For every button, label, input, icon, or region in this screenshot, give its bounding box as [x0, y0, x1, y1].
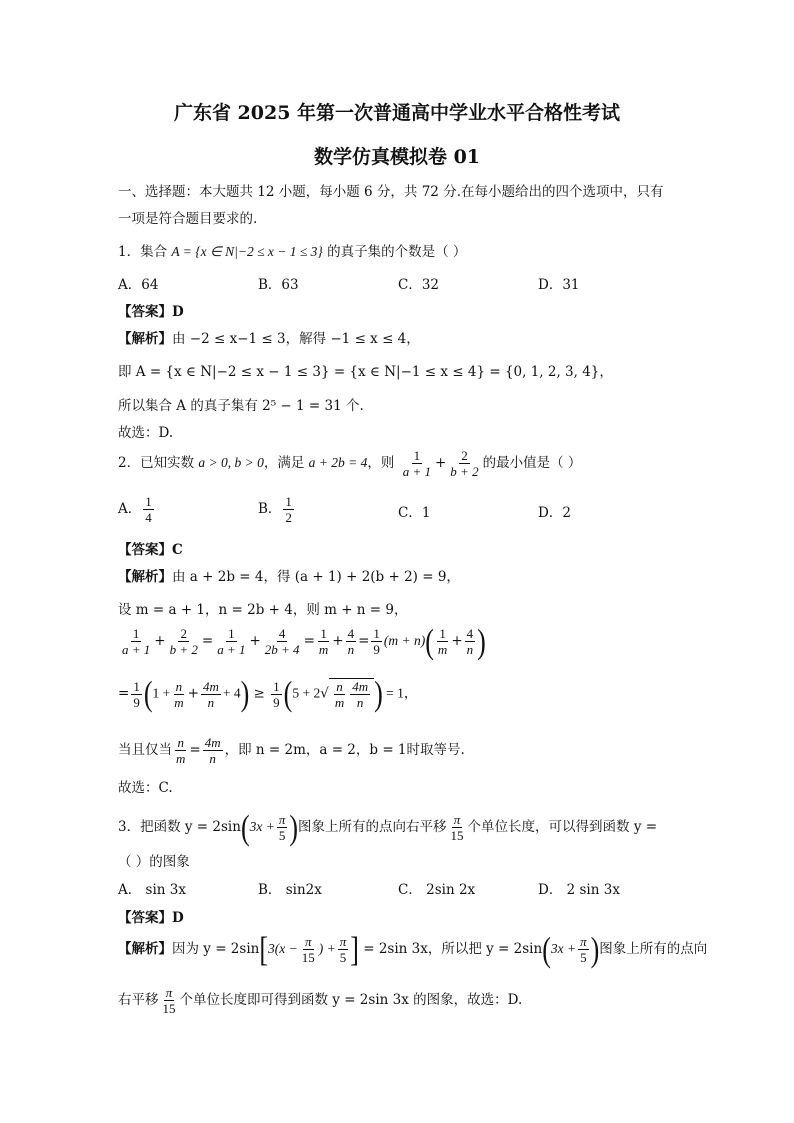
q1-solution-1-text: 由 −2 ≤ x−1 ≤ 3，解得 −1 ≤ x ≤ 4，	[172, 331, 420, 347]
q2-solution-5-prefix: 当且仅当	[118, 742, 172, 758]
q2-stem-suffix: 的最小值是（ ）	[482, 455, 582, 471]
q2-stem-then: ，则	[367, 455, 395, 471]
q2-option-a-num: 1	[145, 494, 152, 509]
q2-frac-2: $\frac{2}{b + 2}$	[450, 448, 479, 479]
q1-solution-3: 所以集合 A 的真子集有 2⁵ − 1 = 31 个.	[118, 398, 364, 414]
q2-solution-4: = $\frac{1}{9}$ (1 + $\frac{n}{m}$ + $\frac{4m}{n}$ + 4) ≥ $\frac{1}{9}$ (5 + 2√ $\frac{n}{m}$ $\frac{4m}{n}$ ) = 1，	[118, 673, 418, 713]
page-title: 广东省 2025 年第一次普通高中学业水平合格性考试	[173, 102, 621, 124]
q1-option-c: C．32	[398, 277, 440, 293]
q1-solution-2: 即 A = {x ∈ N|−2 ≤ x − 1 ≤ 3} = {x ∈ N|−1 ≤ x ≤ 4} = {0, 1, 2, 3, 4}，	[118, 364, 613, 380]
q1-stem-math: A = {x ∈ N|−2 ≤ x − 1 ≤ 3}	[171, 244, 323, 259]
q2-option-b-frac	[283, 494, 294, 525]
page-subtitle: 数学仿真模拟卷 01	[313, 146, 481, 168]
q2-option-b-num: 1	[285, 494, 292, 509]
q2-stem-eq: a + 2b = 4	[308, 455, 368, 470]
q1-option-a: A．64	[118, 277, 159, 293]
q3-option-b: B． sin2x	[258, 882, 322, 898]
q2-option-a-frac	[143, 494, 154, 525]
q3-stem-line2: （ ）的图象	[118, 854, 190, 870]
q3-solution-2: 右平移 $\frac{\pi}{15}$ 个单位长度即可得到函数 y = 2sin 3x 的图象，故选：D.	[118, 985, 523, 1016]
q1-stem-prefix: 1．集合	[118, 244, 172, 260]
q3-solution-1b: = 2sin 3x，所以把 y = 2sin	[358, 941, 543, 957]
q1-answer: 【答案】D	[118, 304, 184, 320]
q2-solution-5-suffix: ，即 n = 2m，a = 2，b = 1时取等号.	[224, 742, 465, 758]
q2-option-c: C．1	[398, 505, 431, 521]
q3-solution-2b: 个单位长度即可得到函数 y = 2sin 3x 的图象，故选：D.	[179, 992, 523, 1008]
q1-option-b: B．63	[258, 277, 299, 293]
q3-solution-label: 【解析】	[118, 941, 172, 957]
q3-answer: 【答案】D	[118, 910, 184, 926]
q3-option-c: C． 2sin 2x	[398, 882, 476, 898]
q2-option-b	[258, 494, 296, 525]
section-intro-line2: 一项是符合题目要求的.	[118, 211, 258, 227]
q3-solution-1c: 图象上所有的点向	[599, 941, 708, 957]
q2-option-a	[118, 494, 156, 525]
q3-option-d: D． 2 sin 3x	[538, 882, 620, 898]
q2-stem: 2．已知实数 a > 0, b > 0，满足 a + 2b = 4，则 $\frac{1}{a + 1}$ + $\frac{2}{b + 2}$ 的最小值是（ ）	[118, 448, 582, 479]
q1-solution-label: 【解析】	[118, 331, 172, 347]
q3-solution-1: 【解析】因为 y = 2sin[3(x − $\frac{\pi}{15}$ ) + $\frac{\pi}{5}$ ] = 2sin 3x，所以把 y = 2sin(3x + $\frac{\pi}{5}$ )图象上所有的点向	[118, 929, 708, 969]
q1-option-d: D．31	[538, 277, 580, 293]
q3-stem-mid: 图象上所有的点向右平移	[298, 819, 447, 835]
q2-option-b-den: 2	[285, 510, 292, 525]
q2-solution-2: 设 m = a + 1，n = 2b + 4，则 m + n = 9，	[118, 602, 408, 618]
q2-option-a-label: A．	[118, 501, 142, 517]
q1-solution-1	[118, 327, 420, 347]
q2-conclusion: 故选：C.	[118, 780, 173, 796]
q2-solution-3: $\frac{1}{a + 1}$ + $\frac{2}{b + 2}$ = $\frac{1}{a + 1}$ + $\frac{4}{2b + 4}$ = $\frac{1}{m}$ + $\frac{4}{n}$ = $\frac{1}{9}$ (m + n)( $\frac{1}{m}$ + $\frac{4}{n}$ )	[122, 621, 486, 661]
q2-option-d: D．2	[538, 505, 571, 521]
q2-frac-1: $\frac{1}{a + 1}$	[402, 448, 431, 479]
q2-answer: 【答案】C	[118, 542, 183, 558]
q2-solution-5: 当且仅当 $\frac{n}{m}$ = $\frac{4m}{n}$ ，即 n = 2m，a = 2，b = 1时取等号.	[118, 735, 465, 766]
q2-stem-mid: ，满足	[263, 455, 309, 471]
q2-solution-label: 【解析】	[118, 569, 172, 585]
section-intro-line1: 一、选择题：本大题共 12 小题，每小题 6 分，共 72 分.在每小题给出的四个选项中，只有	[118, 184, 664, 200]
q3-stem-suffix: 个单位长度，可以得到函数 y =	[467, 819, 658, 835]
q3-stem: 3．把函数 y = 2sin(3x + $\frac{\pi}{5}$ )图象上所有的点向右平移 $\frac{\pi}{15}$ 个单位长度，可以得到函数 y =	[118, 807, 658, 847]
q2-option-a-den: 4	[145, 510, 152, 525]
q1-stem-suffix: 的真子集的个数是（ ）	[322, 244, 467, 260]
q3-option-a: A． sin 3x	[118, 882, 186, 898]
q3-solution-1a: 因为 y = 2sin	[172, 941, 260, 957]
q2-stem-prefix: 2．已知实数	[118, 455, 199, 471]
q2-solution-1	[118, 565, 460, 585]
q2-option-b-label: B．	[258, 501, 282, 517]
q2-solution-1-text: 由 a + 2b = 4，得 (a + 1) + 2(b + 2) = 9，	[172, 569, 460, 585]
q2-stem-cond: a > 0, b > 0	[198, 455, 264, 470]
q1-conclusion: 故选：D.	[118, 425, 174, 441]
q3-solution-2a: 右平移	[118, 992, 159, 1008]
q1-stem	[118, 240, 466, 260]
q3-stem-prefix: 3．把函数 y = 2sin	[118, 819, 241, 835]
